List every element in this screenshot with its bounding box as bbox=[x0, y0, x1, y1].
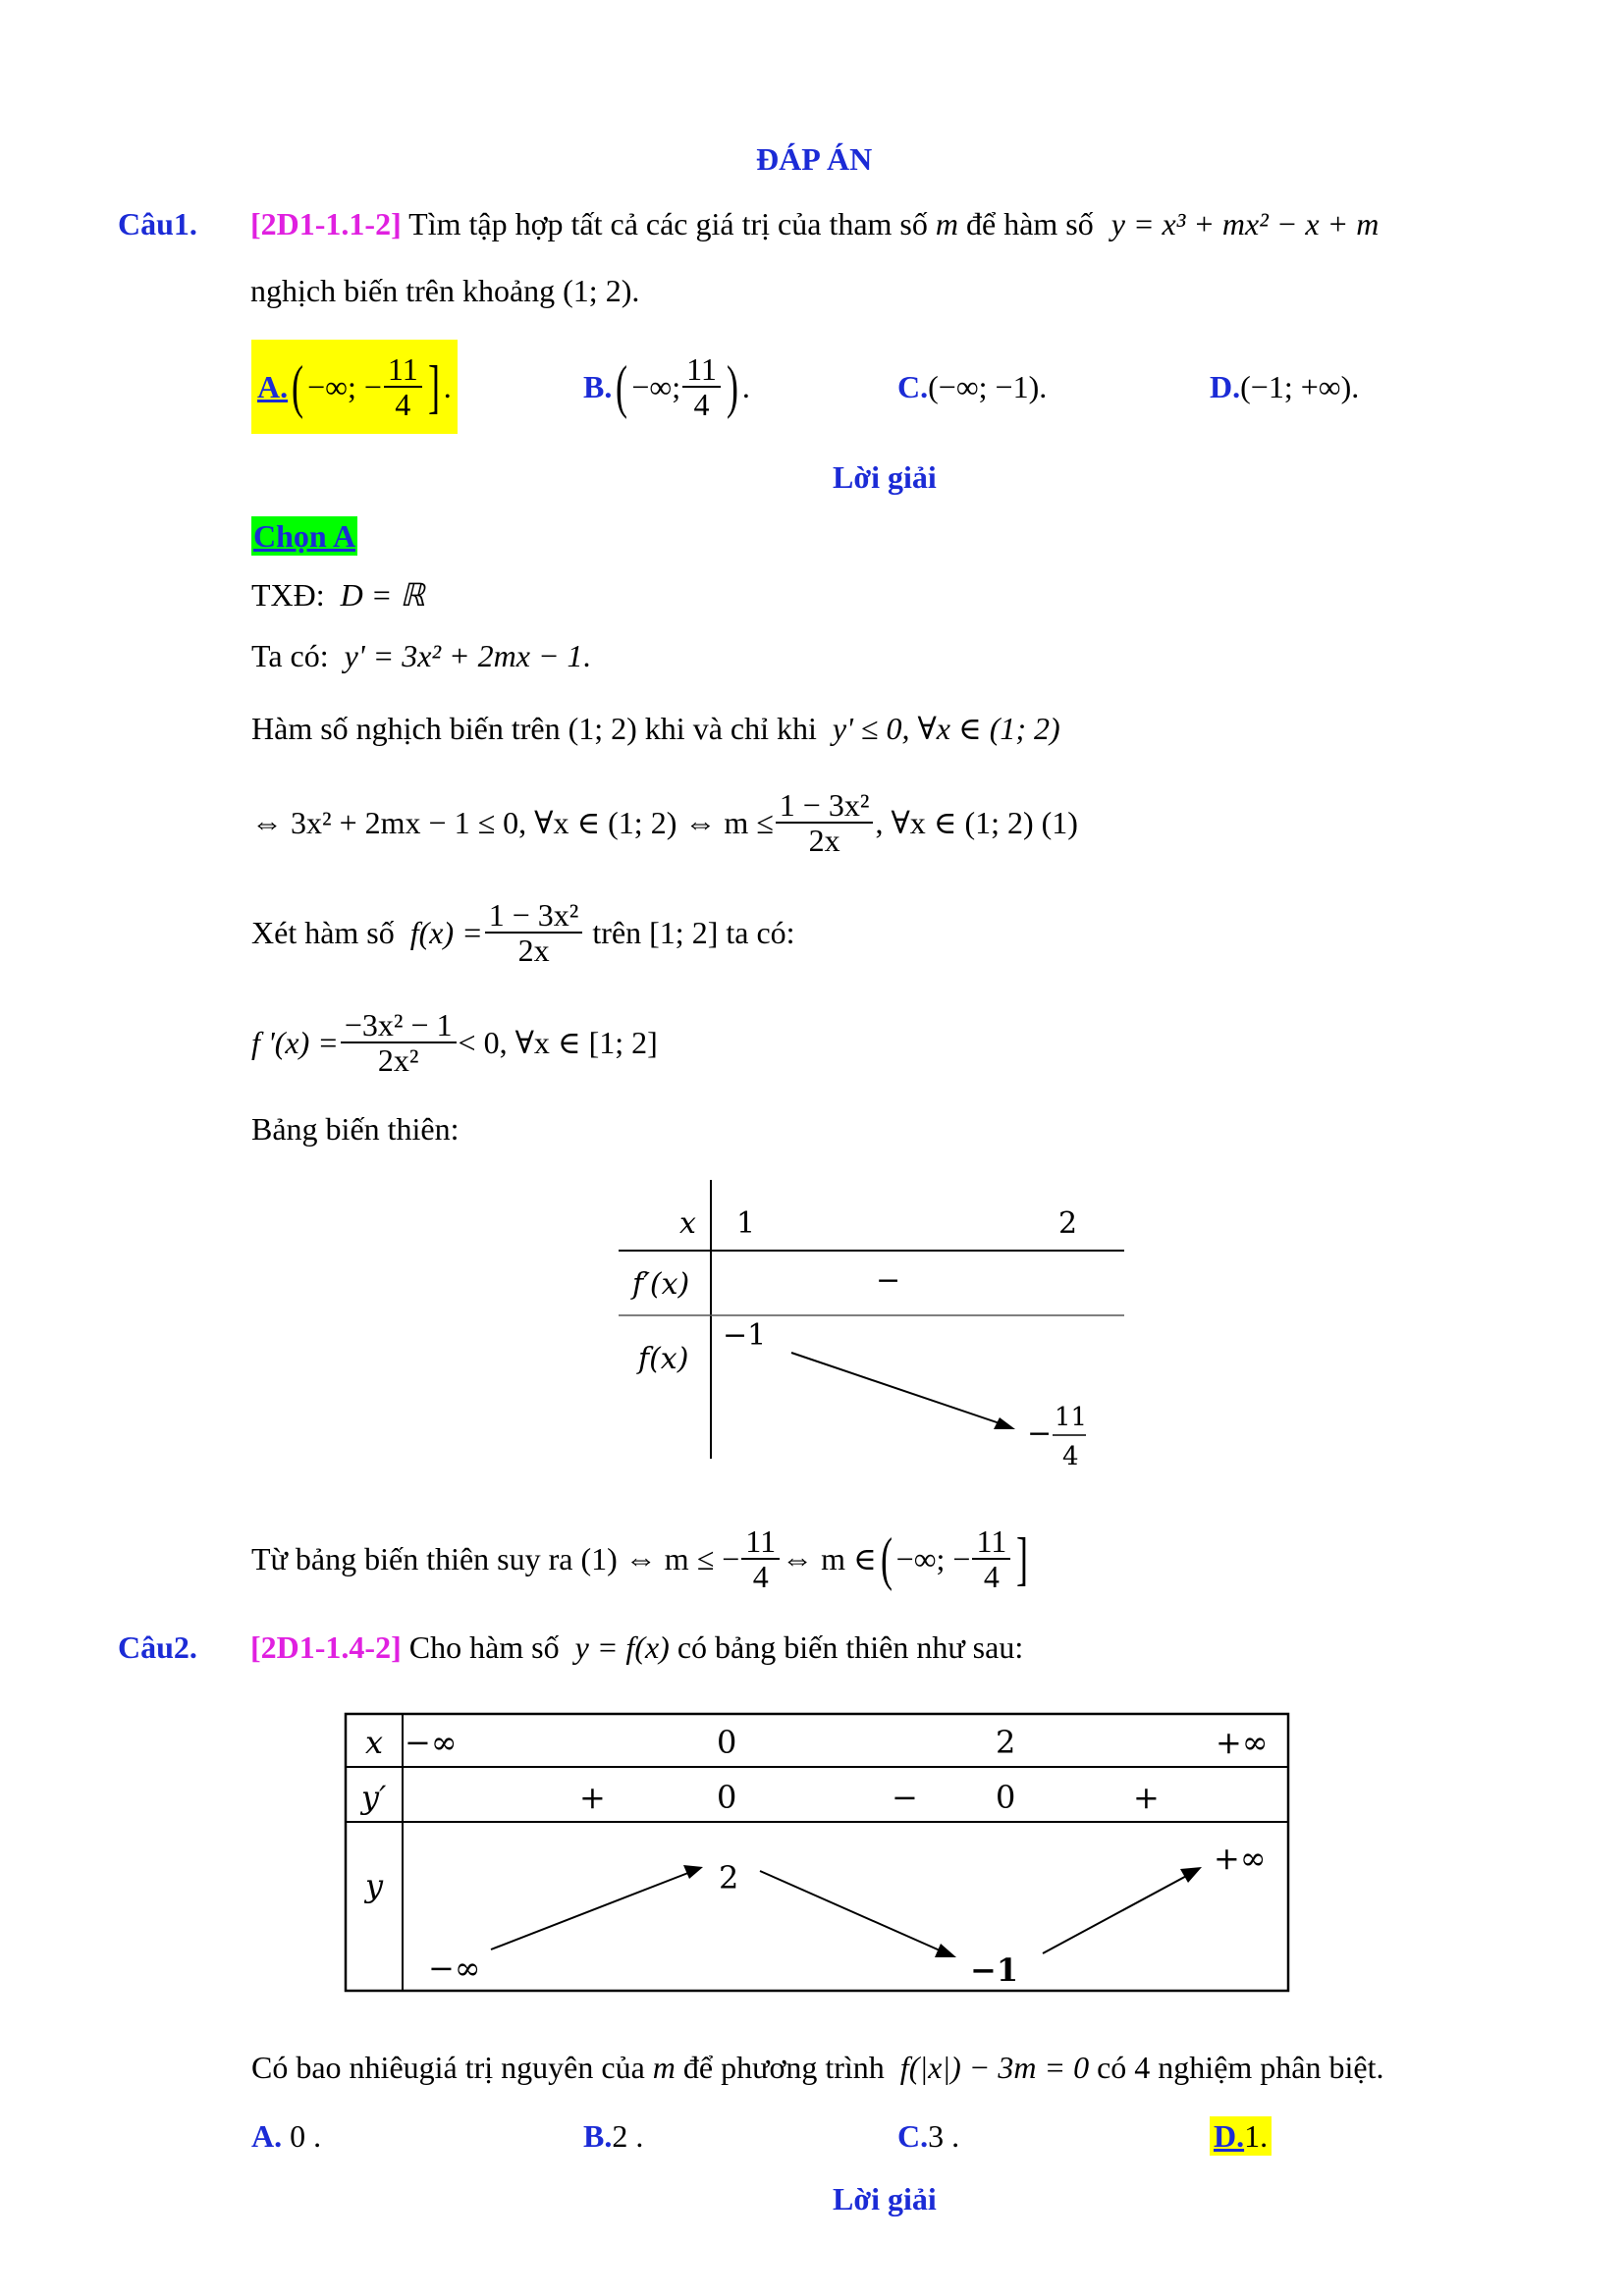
table-1-x2: 2 bbox=[1058, 1206, 1078, 1241]
q2-option-b[interactable] bbox=[583, 2116, 643, 2156]
consider-function: f(x) = bbox=[409, 915, 483, 950]
variation-table-1 bbox=[589, 1178, 1139, 1492]
table-2-y-end: +∞ bbox=[1214, 1840, 1267, 1877]
question-2-prompt-a: Có bao nhiêugiá trị nguyên của bbox=[251, 2050, 645, 2085]
question-1-label: Câu1. bbox=[118, 206, 197, 241]
consider-fraction: $\frac{\text{1 − 3x²}}{2x}$ bbox=[485, 898, 583, 967]
consider-text: Xét hàm số bbox=[251, 915, 395, 950]
q2-option-a[interactable] bbox=[251, 2116, 321, 2156]
chosen-answer: Chọn A bbox=[253, 518, 356, 554]
option-d-text: (−1; +∞). bbox=[1240, 369, 1360, 404]
table-1-f-start: −1 bbox=[723, 1318, 767, 1353]
question-1-line2-text: nghịch biến trên khoảng bbox=[250, 273, 556, 308]
option-c[interactable] bbox=[897, 367, 1047, 406]
q2-option-a-text: 0 . bbox=[290, 2118, 322, 2154]
option-c-letter: C. bbox=[897, 369, 929, 404]
option-b-prefix: −∞; bbox=[631, 369, 681, 404]
consider-end: ta có: bbox=[726, 915, 795, 950]
q2-option-c[interactable] bbox=[897, 2116, 959, 2156]
variation-table-title: Bảng biến thiên: bbox=[251, 1111, 460, 1147]
option-b[interactable]: B. ( −∞; $\frac{11}{4}$ ) . bbox=[583, 351, 750, 422]
question-1-param: m bbox=[935, 206, 958, 241]
question-1-text-b: để hàm số bbox=[965, 206, 1094, 241]
table-2-sign-2: − bbox=[892, 1779, 918, 1816]
condition-line bbox=[251, 709, 1060, 748]
table-2-x-pos-inf: +∞ bbox=[1216, 1724, 1269, 1761]
table-2-sign-1: + bbox=[579, 1779, 606, 1816]
table-1-arrow-head bbox=[994, 1417, 1015, 1429]
table-2-yprime-label: y′ bbox=[361, 1779, 387, 1816]
consider-on: trên bbox=[592, 915, 642, 950]
conclusion-fraction-2: $\frac{11}{4}$ bbox=[972, 1524, 1010, 1593]
question-1-stem bbox=[250, 204, 1379, 243]
option-a-letter: A. bbox=[257, 369, 289, 404]
q2-option-c-text: 3 . bbox=[928, 2118, 960, 2154]
table-1-f-label: f(x) bbox=[638, 1342, 689, 1376]
table-1-fprime-sign: − bbox=[876, 1263, 901, 1298]
page-title: ĐÁP ÁN bbox=[756, 141, 873, 177]
q2-option-b-text: 2 . bbox=[612, 2118, 644, 2154]
conclusion-text: Từ bảng biến thiên suy ra (1) ⇔ m ≤ − bbox=[251, 1541, 740, 1576]
table-2-arrow-up-2 bbox=[1043, 1873, 1192, 1953]
question-1-function: y = x³ + mx² − x + m bbox=[1110, 206, 1380, 241]
table-2-zero-2: 0 bbox=[996, 1779, 1016, 1816]
table-2-border bbox=[346, 1714, 1288, 1991]
consider-line bbox=[251, 891, 795, 974]
option-c-text: (−∞; −1). bbox=[928, 369, 1048, 404]
condition-expression: y' ≤ 0, ∀x ∈ (1; 2) bbox=[832, 711, 1060, 746]
fprime-right: < 0, ∀x ∈ [1; 2] bbox=[458, 1025, 658, 1060]
conclusion-mid: ⇔ m ∈ bbox=[782, 1541, 877, 1576]
derivative-line: Ta có: y' = 3x² + 2mx − 1. bbox=[251, 638, 591, 673]
question-2-code: [2D1-1.4-2] bbox=[250, 1629, 402, 1665]
q2-option-a-letter: A. bbox=[251, 2118, 283, 2154]
question-2-prompt-c: có 4 nghiệm phân biệt. bbox=[1097, 2050, 1384, 2085]
condition-text: Hàm số nghịch biến trên bbox=[251, 711, 561, 746]
question-2-stem bbox=[250, 1628, 1023, 1667]
derivative-expression: y' = 3x² + 2mx − 1 bbox=[344, 638, 583, 673]
table-2-arrow-up-1 bbox=[491, 1871, 693, 1949]
option-b-fraction: $\frac{11}{4}$ bbox=[682, 352, 721, 421]
conclusion-line: Từ bảng biến thiên suy ra (1) ⇔ m ≤ − $\frac{11}{4}$ ⇔ m ∈ ( −∞; − $\frac{11}{4}$ ] bbox=[251, 1523, 1029, 1594]
table-1-f-end-num: 11 bbox=[1055, 1403, 1088, 1432]
question-1-interval: (1; 2) bbox=[563, 273, 632, 308]
condition-mid: khi và chỉ khi bbox=[644, 711, 817, 746]
question-2-prompt bbox=[251, 2048, 1383, 2087]
fprime-fraction: $\frac{\text{−3x² − 1}}{\text{2x²}}$ bbox=[341, 1008, 457, 1077]
question-2-function: y = f(x) bbox=[574, 1629, 670, 1665]
question-2-prompt-m: m bbox=[652, 2050, 676, 2085]
table-2-y-label: y bbox=[365, 1867, 384, 1904]
table-2-y-max: 2 bbox=[719, 1859, 739, 1896]
table-2-arrow-down bbox=[760, 1871, 947, 1953]
equivalence-left: ⇔ 3x² + 2mx − 1 ≤ 0, ∀x ∈ (1; 2) ⇔ m ≤ bbox=[251, 805, 774, 840]
table-1-fprime-label: f′(x) bbox=[632, 1267, 690, 1302]
question-2-prompt-b: để phương trình bbox=[682, 2050, 885, 2085]
variation-table-2 bbox=[344, 1712, 1294, 1997]
q2-option-d-letter: D. bbox=[1214, 2118, 1245, 2154]
q2-option-c-letter: C. bbox=[897, 2118, 929, 2154]
table-1-f-end-den: 4 bbox=[1062, 1442, 1079, 1471]
option-d-letter: D. bbox=[1210, 369, 1241, 404]
question-2-text-end: có bảng biến thiên như sau: bbox=[677, 1629, 1024, 1665]
table-1-f-end-sign: − bbox=[1027, 1416, 1053, 1451]
table-2-arrow-head-3 bbox=[1180, 1867, 1202, 1883]
domain-line bbox=[251, 575, 425, 614]
table-1-x1: 1 bbox=[736, 1206, 756, 1241]
table-1-decrease-arrow bbox=[791, 1353, 1005, 1425]
conclusion-fraction-1: $\frac{11}{4}$ bbox=[741, 1524, 780, 1593]
equivalence-right: , ∀x ∈ (1; 2) (1) bbox=[875, 805, 1078, 840]
table-1-x-label: x bbox=[679, 1206, 696, 1241]
table-2-x-0: 0 bbox=[717, 1724, 737, 1761]
question-1-stem-line2: nghịch biến trên khoảng (1; 2). bbox=[250, 273, 640, 308]
question-2-text: Cho hàm số bbox=[408, 1629, 560, 1665]
fprime-left: f '(x) = bbox=[251, 1025, 339, 1060]
table-2-x-label: x bbox=[365, 1724, 384, 1761]
table-2-y-min: −1 bbox=[970, 1951, 1019, 1989]
solution-title-1: Lời giải bbox=[833, 459, 937, 495]
table-2-zero-1: 0 bbox=[717, 1779, 737, 1816]
equivalence-line bbox=[251, 781, 1078, 864]
q2-option-d[interactable] bbox=[1210, 2116, 1272, 2156]
condition-interval: (1; 2) bbox=[568, 711, 637, 746]
option-b-letter: B. bbox=[583, 369, 613, 404]
option-a[interactable]: A. ( −∞; − $\frac{11}{4}$ ] . bbox=[251, 340, 458, 434]
q2-option-d-text: 1. bbox=[1244, 2118, 1269, 2154]
consider-interval: [1; 2] bbox=[649, 915, 719, 950]
q2-option-b-letter: B. bbox=[583, 2118, 613, 2154]
domain-value: D = ℝ bbox=[340, 577, 425, 613]
option-a-prefix: −∞; − bbox=[307, 369, 382, 404]
question-1-code: [2D1-1.1-2] bbox=[250, 206, 402, 241]
conclusion-interval: −∞; − bbox=[895, 1541, 971, 1576]
equivalence-fraction: $\frac{\text{1 − 3x²}}{2x}$ bbox=[776, 788, 874, 857]
question-1-text-a: Tìm tập hợp tất cả các giá trị của tham số bbox=[408, 206, 928, 241]
derivative-label: Ta có: bbox=[251, 638, 329, 673]
solution-title-2: Lời giải bbox=[833, 2181, 937, 2216]
option-d[interactable] bbox=[1210, 367, 1359, 406]
option-a-fraction: $\frac{11}{4}$ bbox=[384, 352, 422, 421]
table-2-x-2: 2 bbox=[996, 1724, 1016, 1761]
table-2-y-start: −∞ bbox=[428, 1949, 481, 1987]
fprime-line bbox=[251, 1001, 658, 1084]
table-2-arrow-head-2 bbox=[935, 1944, 956, 1957]
question-2-label: Câu2. bbox=[118, 1629, 197, 1665]
question-2-equation: f(|x|) − 3m = 0 bbox=[899, 2050, 1090, 2085]
table-2-x-neg-inf: −∞ bbox=[405, 1724, 458, 1761]
domain-label: TXĐ: bbox=[251, 577, 325, 613]
table-2-sign-3: + bbox=[1133, 1779, 1160, 1816]
table-2-arrow-head-1 bbox=[683, 1865, 703, 1879]
